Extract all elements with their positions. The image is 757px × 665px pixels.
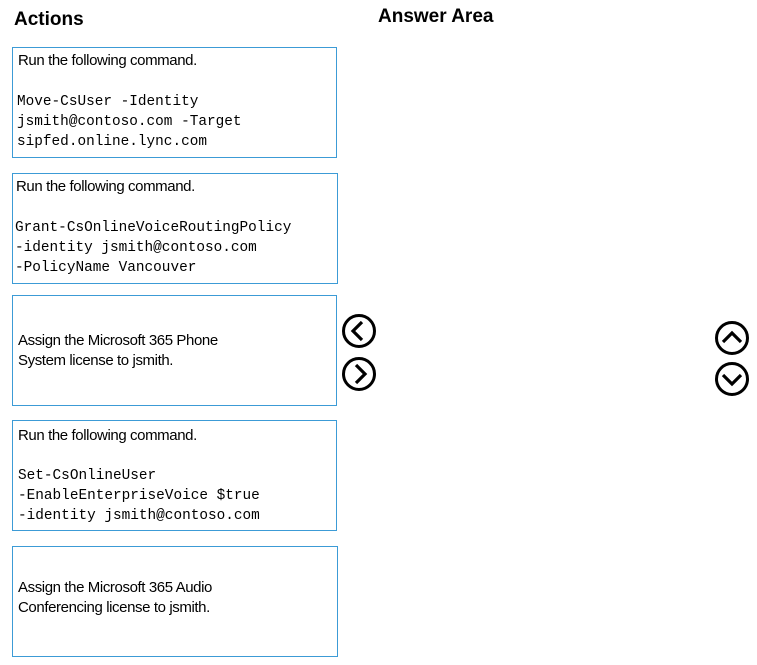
move-up-button[interactable] [715,321,749,355]
move-right-button[interactable] [342,357,376,391]
action-code-line: jsmith@contoso.com -Target [17,114,242,130]
chevron-down-circle-icon [715,362,749,396]
action-code-line: -identity jsmith@contoso.com [15,240,257,256]
action-card-assign-phone-system-license[interactable] [12,295,337,406]
action-text-line: System license to jsmith. [18,352,174,369]
action-code-line: sipfed.online.lync.com [17,134,207,150]
action-card-assign-audio-conferencing-license[interactable] [12,546,338,657]
chevron-up-circle-icon [715,321,749,355]
action-text-line: Assign the Microsoft 365 Audio [18,579,212,596]
move-down-button[interactable] [715,362,749,396]
action-code-line: Move-CsUser -Identity [17,94,199,110]
action-code-line: Set-CsOnlineUser [18,468,157,484]
action-code-line: -EnableEnterpriseVoice $true [18,488,260,504]
action-code-line: -identity jsmith@contoso.com [18,508,260,524]
answer-area-heading: Answer Area [378,6,494,27]
action-code-line: Grant-CsOnlineVoiceRoutingPolicy [15,220,292,236]
actions-heading: Actions [14,9,84,30]
action-text-line: Assign the Microsoft 365 Phone [18,332,218,349]
action-code-line: -PolicyName Vancouver [15,260,197,276]
chevron-right-circle-icon [342,357,376,391]
action-card-set-csonlineuser[interactable] [12,420,337,531]
action-intro: Run the following command. [18,52,197,69]
action-intro: Run the following command. [18,427,197,444]
chevron-left-circle-icon [342,314,376,348]
action-card-move-csuser[interactable] [12,47,337,158]
move-left-button[interactable] [342,314,376,348]
action-card-grant-voice-routing-policy[interactable] [12,173,338,284]
action-intro: Run the following command. [16,178,195,195]
action-text-line: Conferencing license to jsmith. [18,599,210,616]
